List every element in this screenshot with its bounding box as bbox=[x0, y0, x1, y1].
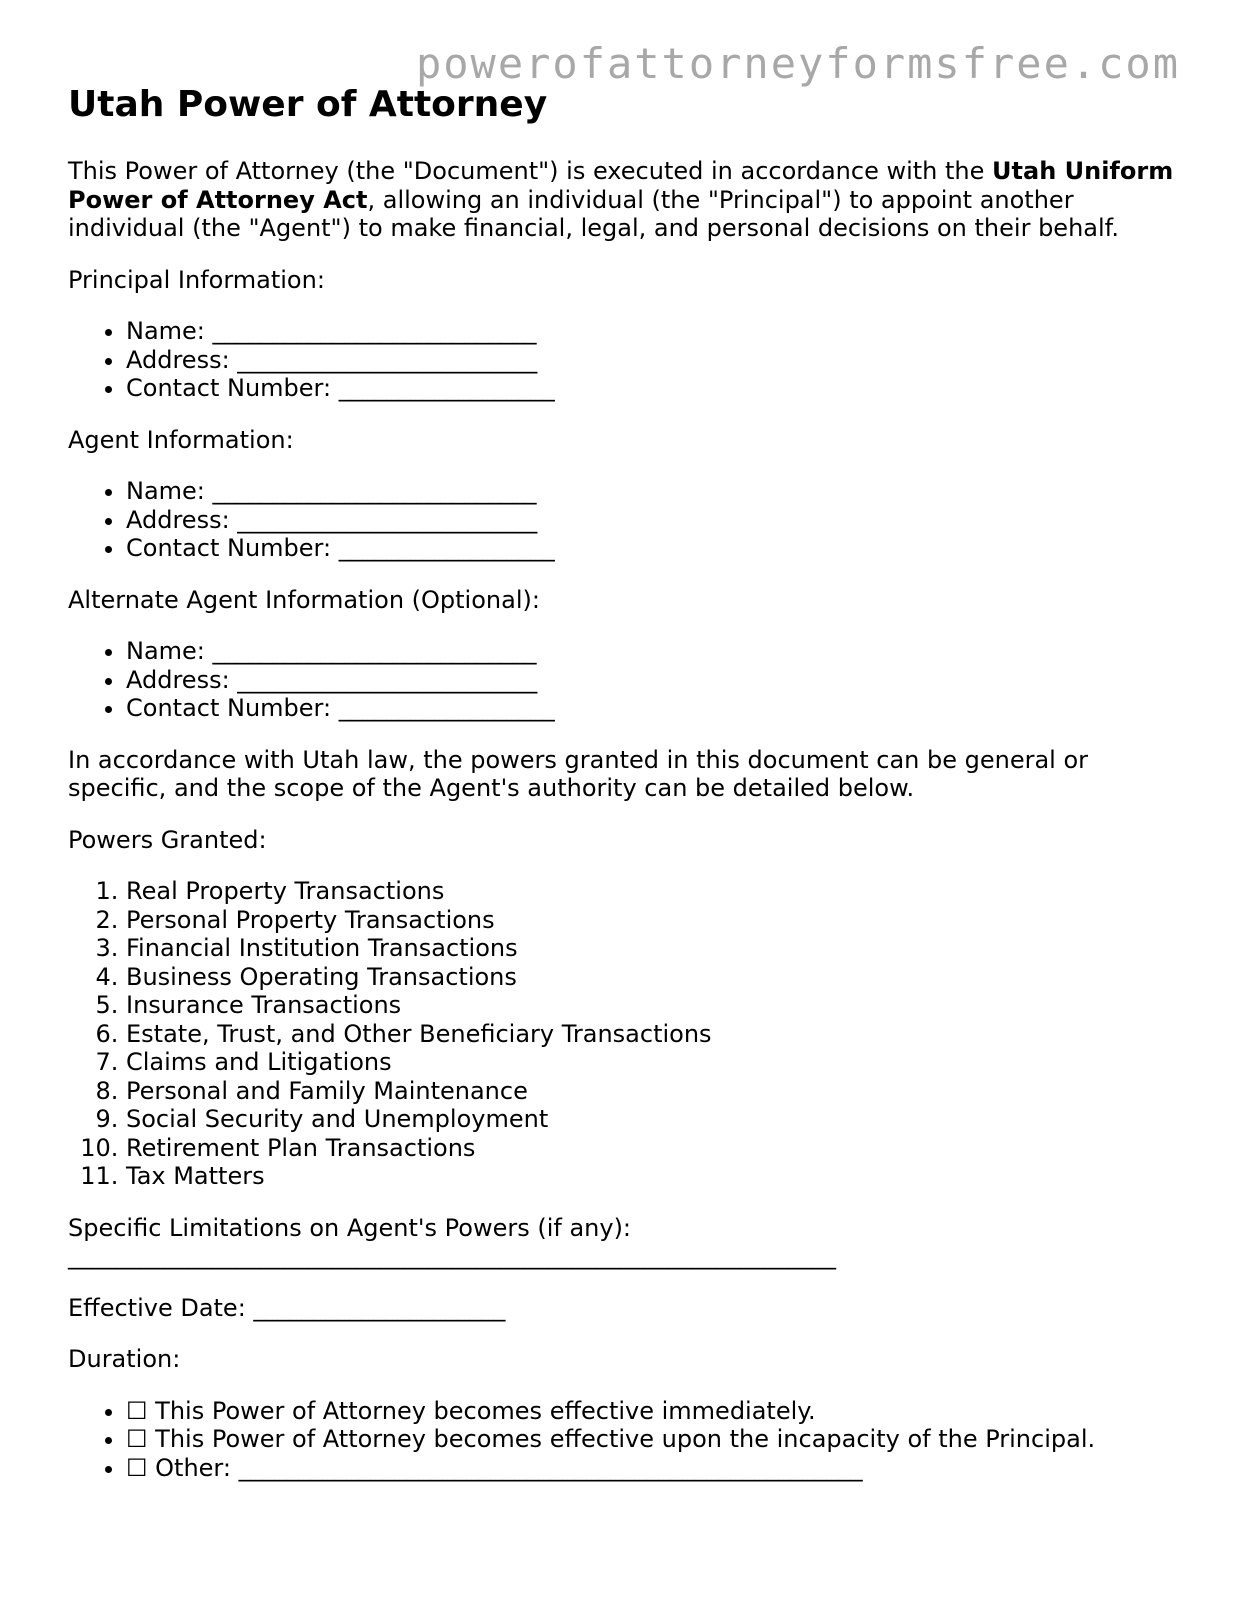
duration-heading: Duration: bbox=[68, 1345, 181, 1373]
act-name: Utah Uniform Power of Attorney Act bbox=[68, 157, 1174, 214]
duration-option-label: This Power of Attorney becomes effective immediately. bbox=[155, 1396, 816, 1425]
duration-option-label: This Power of Attorney becomes effective upon the incapacity of the Principal. bbox=[155, 1425, 1096, 1453]
agent-contact-field[interactable]: • Contact Number: __________________ bbox=[126, 534, 1178, 563]
power-item: 9. Social Security and Unemployment bbox=[126, 1105, 1178, 1134]
power-item: 7. Claims and Litigations bbox=[126, 1048, 1178, 1077]
agent-name-field[interactable]: • Name: ___________________________ bbox=[126, 477, 1178, 506]
power-item: 5. Insurance Transactions bbox=[126, 991, 1178, 1020]
power-item: 3. Financial Institution Transactions bbox=[126, 934, 1178, 963]
power-item: 8. Personal and Family Maintenance bbox=[126, 1077, 1178, 1106]
limitations-blank[interactable]: ________________________________________________________________ bbox=[68, 1242, 836, 1270]
document-title: Utah Power of Attorney bbox=[68, 84, 548, 125]
power-item: 11. Tax Matters bbox=[126, 1162, 1178, 1191]
watermark: powerofattorneyformsfree.com bbox=[415, 39, 1180, 88]
principal-fields bbox=[68, 317, 1178, 403]
alternate-agent-heading: Alternate Agent Information (Optional): bbox=[68, 585, 540, 614]
document-page bbox=[68, 82, 1178, 1482]
agent-fields bbox=[68, 477, 1178, 563]
agent-address-field[interactable]: • Address: _________________________ bbox=[126, 506, 1178, 535]
duration-option-incapacity[interactable] bbox=[126, 1425, 1178, 1454]
checkbox-icon[interactable]: ☐ bbox=[126, 1425, 148, 1453]
power-item: 1. Real Property Transactions bbox=[126, 877, 1178, 906]
alternate-agent-contact-field[interactable]: • Contact Number: __________________ bbox=[126, 694, 1178, 723]
principal-contact-field[interactable]: • Contact Number: __________________ bbox=[126, 374, 1178, 403]
principal-name-field[interactable]: • Name: ___________________________ bbox=[126, 317, 1178, 346]
principal-address-field[interactable]: • Address: _________________________ bbox=[126, 346, 1178, 375]
alternate-agent-fields bbox=[68, 637, 1178, 723]
agent-heading: Agent Information: bbox=[68, 425, 294, 454]
power-item: 6. Estate, Trust, and Other Beneficiary Transactions bbox=[126, 1020, 1178, 1049]
power-item: 4. Business Operating Transactions bbox=[126, 963, 1178, 992]
duration-option-other[interactable] bbox=[126, 1454, 1178, 1483]
power-item: 10. Retirement Plan Transactions bbox=[126, 1134, 1178, 1163]
checkbox-icon[interactable]: ☐ bbox=[126, 1396, 148, 1425]
alternate-agent-name-field[interactable]: • Name: ___________________________ bbox=[126, 637, 1178, 666]
duration-option-label: Other: ____________________________________________________ bbox=[155, 1453, 863, 1482]
power-item: 2. Personal Property Transactions bbox=[126, 906, 1178, 935]
duration-option-immediate[interactable] bbox=[126, 1397, 1178, 1426]
scope-paragraph: In accordance with Utah law, the powers granted in this document can be general or specific, and the scope of the Agent's authority can be detailed below. bbox=[68, 745, 1089, 802]
powers-heading: Powers Granted: bbox=[68, 825, 267, 854]
principal-heading: Principal Information: bbox=[68, 265, 325, 294]
intro-paragraph bbox=[68, 157, 1178, 243]
alternate-agent-address-field[interactable]: • Address: _________________________ bbox=[126, 666, 1178, 695]
limitations-label: Specific Limitations on Agent's Powers (if any): bbox=[68, 1213, 632, 1242]
effective-date-field[interactable]: Effective Date: _____________________ bbox=[68, 1293, 506, 1322]
checkbox-icon[interactable]: ☐ bbox=[126, 1453, 148, 1482]
duration-options bbox=[68, 1397, 1178, 1483]
intro-text-1: This Power of Attorney (the "Document") is executed in accordance with the bbox=[68, 157, 993, 185]
intro-text-2: , allowing an individual (the "Principal") to appoint another individual (the "Agent") to make financial, legal, and personal decisions on their behalf. bbox=[68, 185, 1119, 242]
powers-list bbox=[68, 877, 1178, 1191]
